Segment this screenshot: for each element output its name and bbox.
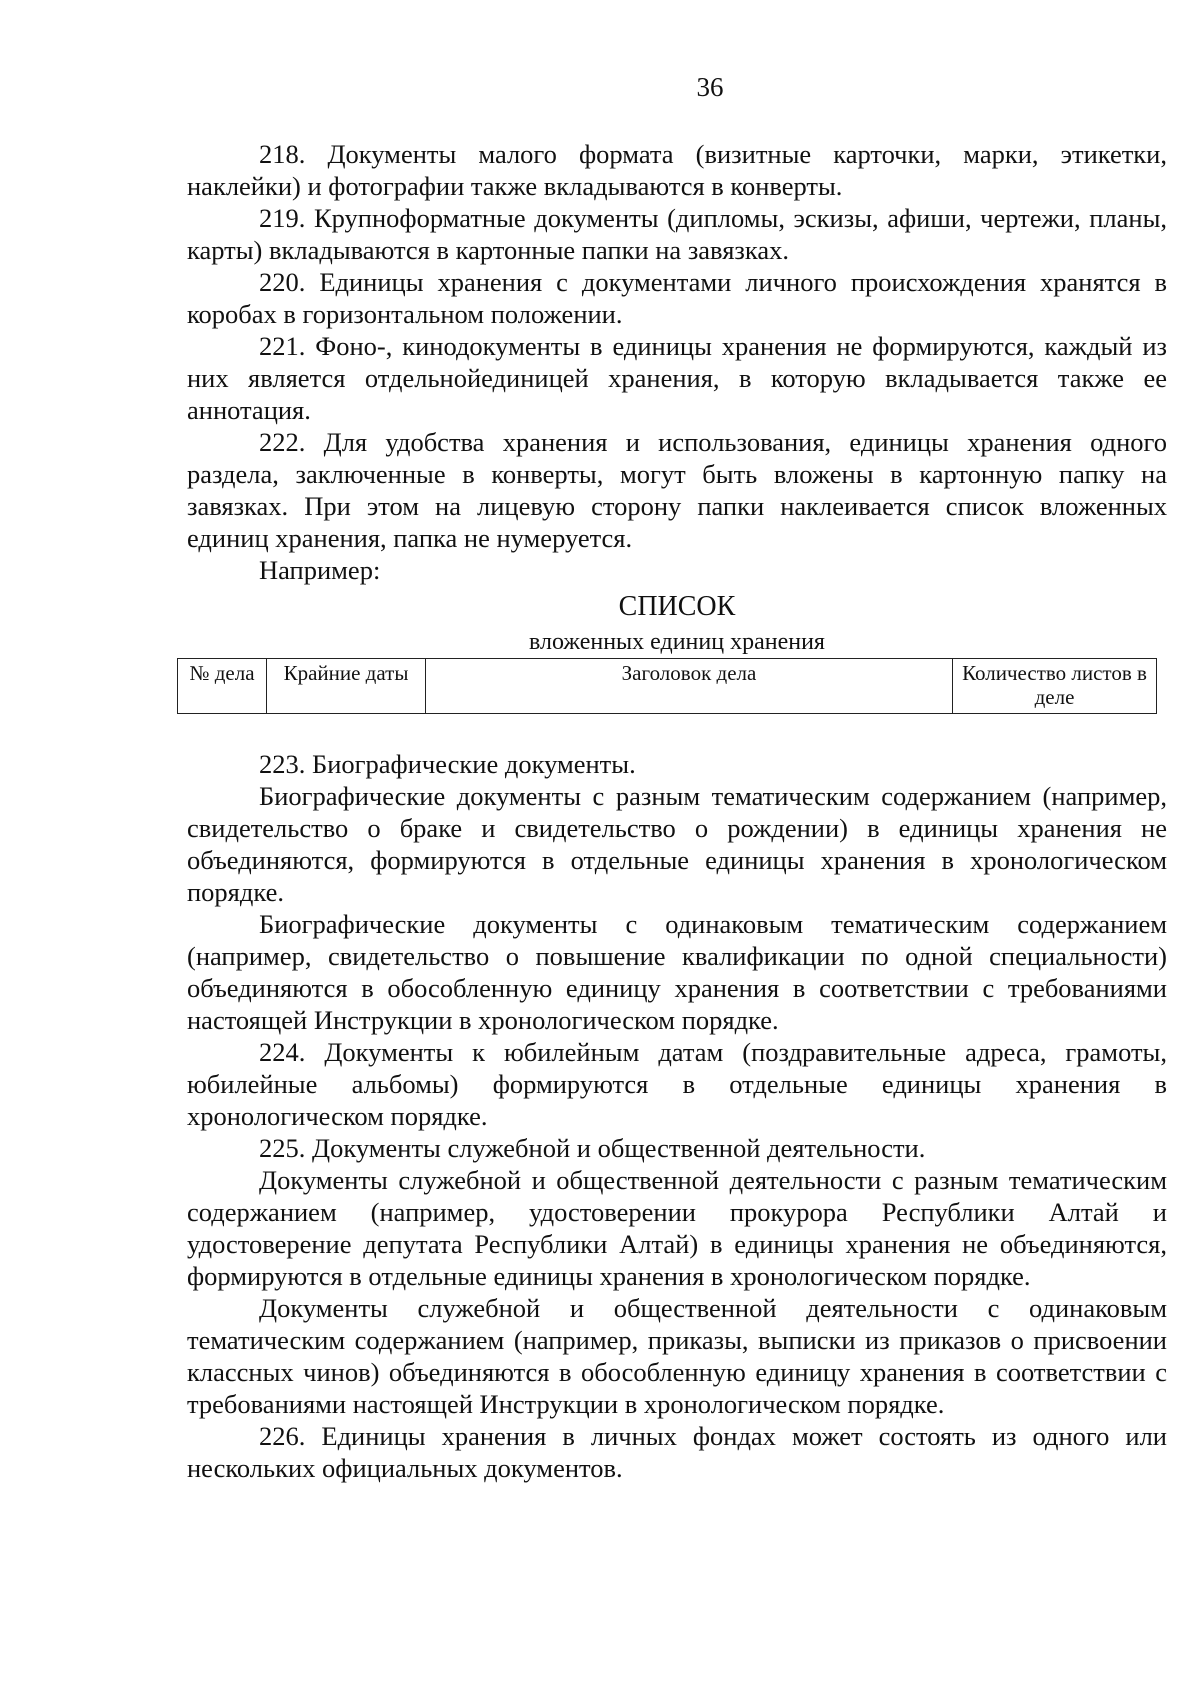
list-title: СПИСОК bbox=[618, 591, 736, 622]
table-header-row bbox=[178, 659, 1157, 714]
paragraph-225-same: Документы служебной и общественной деятельности с одинаковым тематическим содержанием (например, приказы, выписки из приказов о присвоении классных чинов) объединяются в обособленную единицу хранения в соответствии с требованиями настоящей Инструкции в хронологическом порядке. bbox=[187, 1293, 1167, 1419]
paragraph-218: 218. Документы малого формата (визитные карточки, марки, этикетки, наклейки) и фотографии также вкладываются в конверты. bbox=[187, 139, 1167, 201]
list-subtitle: вложенных единиц хранения bbox=[529, 629, 825, 655]
header-case-title: Заголовок дела bbox=[426, 659, 953, 714]
paragraph-222: 222. Для удобства хранения и использования, единицы хранения одного раздела, заключенные в конверты, могут быть вложены в картонную папку на завязках. При этом на лицевую сторону папки наклеивается список вложенных единиц хранения, папка не нумеруется. bbox=[187, 427, 1167, 553]
paragraph-223-same: Биографические документы с одинаковым тематическим содержанием (например, свидетельство о повышение квалификации по одной специальности) объединяются в обособленную единицу хранения в соответствии с требованиями настоящей Инструкции в хронологическом порядке. bbox=[187, 909, 1167, 1035]
paragraph-225: 225. Документы служебной и общественной деятельности. bbox=[259, 1133, 926, 1163]
paragraph-224: 224. Документы к юбилейным датам (поздравительные адреса, грамоты, юбилейные альбомы) формируются в отдельные единицы хранения в хронологическом порядке. bbox=[187, 1037, 1167, 1131]
paragraph-223: 223. Биографические документы. bbox=[259, 749, 636, 779]
header-extreme-dates: Крайние даты bbox=[267, 659, 426, 714]
page-number: 36 bbox=[696, 72, 724, 102]
paragraph-226: 226. Единицы хранения в личных фондах может состоять из одного или нескольких официальных документов. bbox=[187, 1421, 1167, 1483]
paragraph-225-different: Документы служебной и общественной деятельности с разным тематическим содержанием (например, удостоверении прокурора Республики Алтай и удостоверение депутата Республики Алтай) в единицы хранения не объединяются, формируются в отдельные единицы хранения в хронологическом порядке. bbox=[187, 1165, 1167, 1291]
header-sheet-count: Количество листов в деле bbox=[953, 659, 1157, 714]
example-label: Например: bbox=[259, 555, 381, 585]
sample-list-table bbox=[177, 658, 1157, 714]
paragraph-219: 219. Крупноформатные документы (дипломы, эскизы, афиши, чертежи, планы, карты) вкладываются в картонные папки на завязках. bbox=[187, 203, 1167, 265]
paragraph-223-different: Биографические документы с разным тематическим содержанием (например, свидетельство о браке и свидетельство о рождении) в единицы хранения не объединяются, формируются в отдельные единицы хранения в хронологическом порядке. bbox=[187, 781, 1167, 907]
paragraph-221: 221. Фоно-, кинодокументы в единицы хранения не формируются, каждый из них является отдельнойединицей хранения, в которую вкладывается также ее аннотация. bbox=[187, 331, 1167, 425]
paragraph-220: 220. Единицы хранения с документами личного происхождения хранятся в коробах в горизонтальном положении. bbox=[187, 267, 1167, 329]
header-case-number: № дела bbox=[178, 659, 267, 714]
document-body bbox=[187, 138, 1167, 1484]
